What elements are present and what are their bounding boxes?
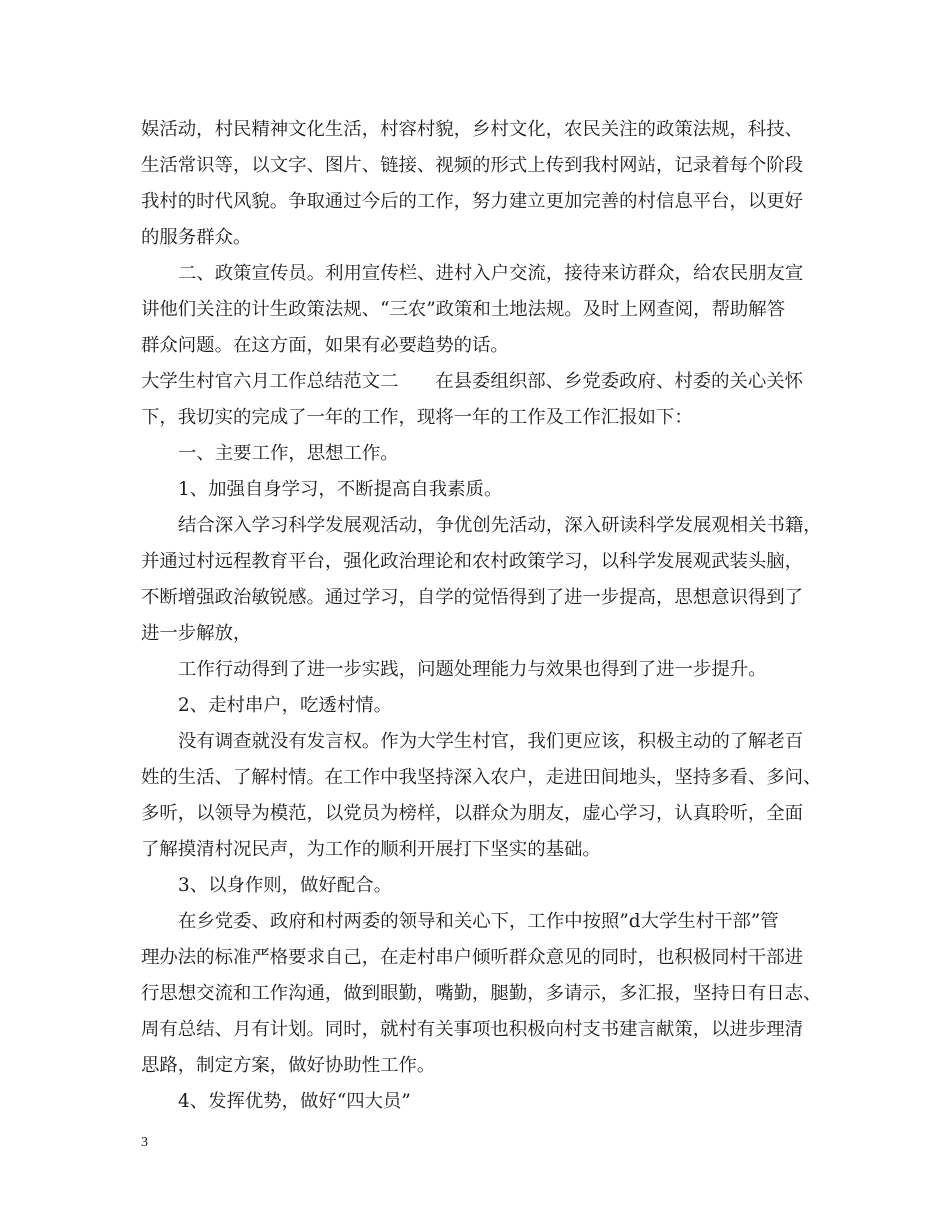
text-line: 2、走村串户，吃透村情。 (178, 695, 392, 716)
text-line: 结合深入学习科学发展观活动，争优创先活动，深入研读科学发展观相关书籍， (178, 515, 822, 536)
text-line: 讲他们关注的计生政策法规、“三农”政策和土地法规。及时上网查阅，帮助解答 (141, 299, 786, 320)
text-line: 不断增强政治敏锐感。通过学习，自学的觉悟得到了进一步提高，思想意识得到了 (141, 587, 804, 608)
text-line: 1、加强自身学习，不断提高自我素质。 (178, 479, 503, 500)
section-heading-line: 大学生村官六月工作总结范文二 在县委组织部、乡党委政府、村委的关心关怀 (141, 371, 804, 392)
page-number: 3 (141, 1135, 148, 1150)
text-line: 思路，制定方案，做好协助性工作。 (141, 1055, 436, 1076)
text-line: 在乡党委、政府和村两委的领导和关心下，工作中按照”d大学生村干部”管 (178, 911, 779, 932)
text-line: 并通过村远程教育平台，强化政治理论和农村政策学习，以科学发展观武装头脑， (141, 551, 804, 572)
text-line: 我村的时代风貌。争取通过今后的工作，努力建立更加完善的村信息平台，以更好 (141, 191, 804, 212)
text-line: 下，我切实的完成了一年的工作，现将一年的工作及工作汇报如下： (141, 407, 693, 428)
text-line: 姓的生活、了解村情。在工作中我坚持深入农户，走进田间地头，坚持多看、多问、 (141, 767, 822, 788)
text-line: 没有调查就没有发言权。作为大学生村官，我们更应该，积极主动的了解老百 (178, 731, 804, 752)
text-line: 进一步解放， (141, 623, 252, 644)
text-line: 生活常识等，以文字、图片、链接、视频的形式上传到我村网站，记录着每个阶段 (141, 155, 804, 176)
text-line: 一、主要工作，思想工作。 (178, 443, 399, 464)
text-line: 群众问题。在这方面，如果有必要趋势的话。 (141, 335, 509, 356)
text-line: 多听，以领导为模范，以党员为榜样，以群众为朋友，虚心学习，认真聆听，全面 (141, 803, 804, 824)
text-line: 的服务群众。 (141, 227, 252, 248)
text-line: 周有总结、月有计划。同时，就村有关事项也积极向村支书建言献策，以进步理清 (141, 1019, 804, 1040)
text-line: 4、发挥优势，做好“四大员” (178, 1091, 411, 1112)
document-body (141, 112, 822, 1120)
text-line: 娱活动，村民精神文化生活，村容村貌，乡村文化，农民关注的政策法规，科技、 (141, 119, 804, 140)
text-line: 工作行动得到了进一步实践，问题处理能力与效果也得到了进一步提升。 (178, 659, 767, 680)
text-line: 3、以身作则，做好配合。 (178, 875, 392, 896)
text-line: 了解摸清村况民声，为工作的顺利开展打下坚实的基础。 (141, 839, 601, 860)
text-line: 理办法的标准严格要求自己，在走村串户倾听群众意见的同时，也积极同村干部进 (141, 947, 804, 968)
text-line: 行思想交流和工作沟通，做到眼勤，嘴勤，腿勤，多请示，多汇报，坚持日有日志、 (141, 983, 822, 1004)
text-line: 二、政策宣传员。利用宣传栏、进村入户交流，接待来访群众，给农民朋友宣 (178, 263, 804, 284)
